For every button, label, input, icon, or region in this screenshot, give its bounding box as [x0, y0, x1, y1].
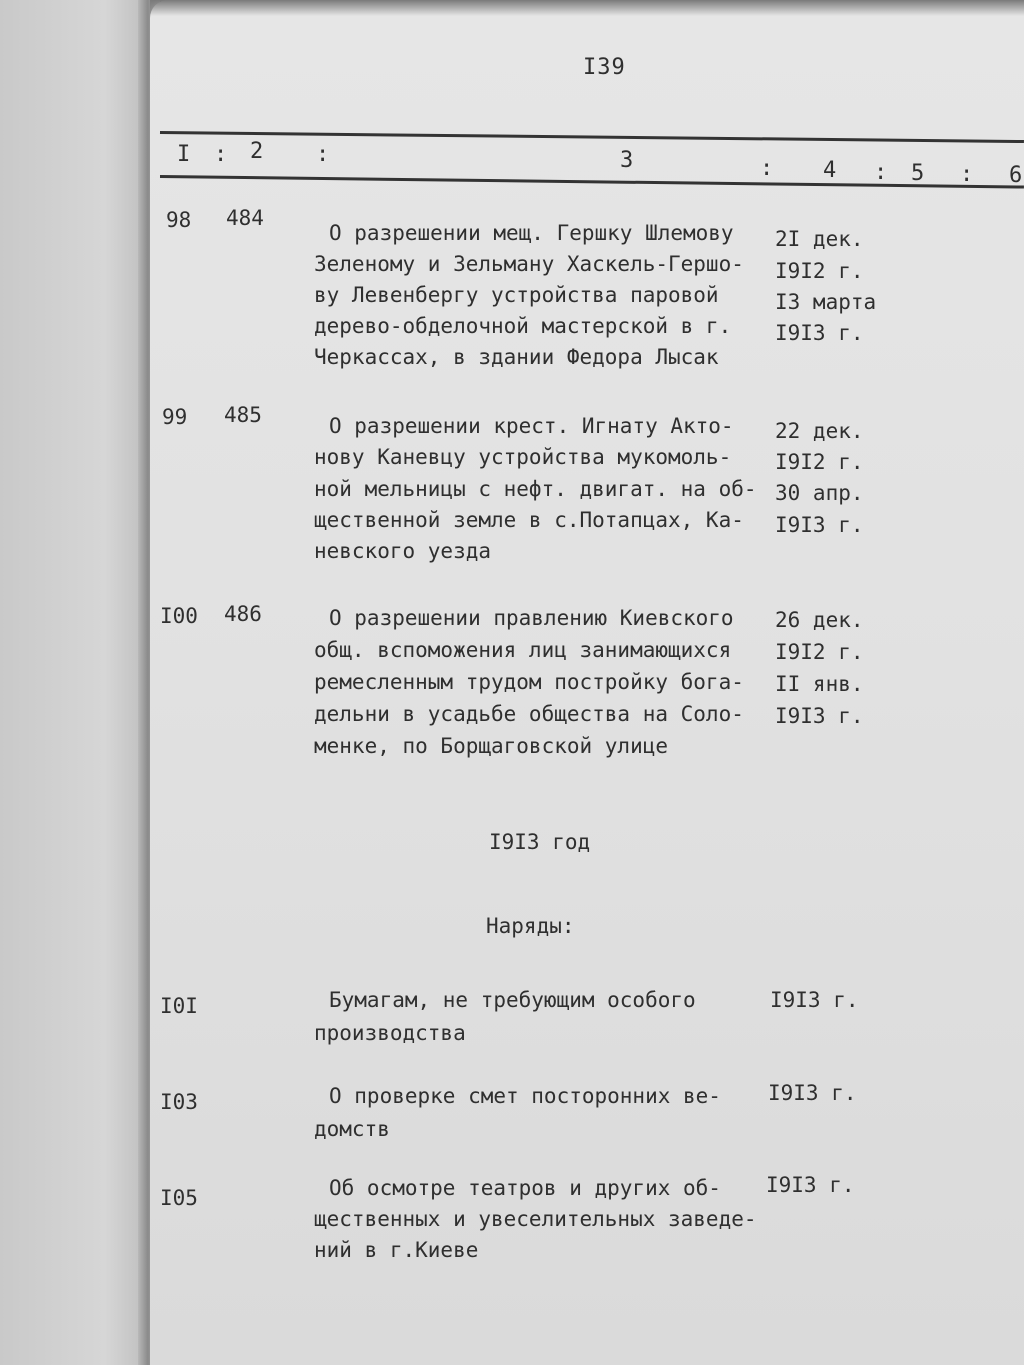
entry-text-line: Черкассах, в здании Федора Лысак [314, 345, 719, 369]
header-col-3: 3 [620, 148, 634, 173]
entry-text-line: производства [314, 1021, 466, 1045]
entry-date: 2I дек. [775, 227, 864, 251]
entry-text-line: О разрешении правлению Киевского [329, 606, 734, 630]
header-sep-1: : [214, 142, 228, 167]
section-heading: Наряды: [486, 914, 575, 938]
header-col-5: 5 [911, 161, 925, 186]
entry-text-line: щественных и увеселительных заведе- [314, 1207, 757, 1231]
entry-text-line: О разрешении мещ. Гершку Шлемову [329, 221, 734, 245]
header-col-6: 6 [1009, 163, 1023, 188]
entry-date: I9I2 г. [775, 450, 864, 474]
entry-text-line: менке, по Борщаговской улице [314, 734, 669, 758]
entry-date: 26 дек. [775, 608, 864, 632]
entry-date: I9I3 г. [766, 1173, 855, 1197]
entry-date: I9I3 г. [775, 513, 864, 537]
entry-date: I3 марта [775, 290, 877, 314]
entry-text-line: О разрешении крест. Игнату Акто- [329, 414, 734, 438]
entry-file-number: 484 [226, 206, 264, 230]
entry-text-line: дерево-обделочной мастерской в г. [314, 314, 732, 338]
entry-text-line: невского уезда [314, 539, 492, 563]
page-top-shadow [150, 0, 1024, 16]
header-col-4: 4 [823, 158, 837, 183]
entry-text-line: щественной земле в с.Потапцах, Ка- [314, 508, 744, 532]
entry-text-line: общ. вспоможения лиц занимающихся [314, 638, 732, 662]
entry-date: 22 дек. [775, 419, 864, 443]
entry-text-line: нову Каневцу устройства мукомоль- [314, 445, 732, 469]
year-heading: I9I3 год [489, 830, 591, 854]
entry-file-number: 485 [224, 403, 262, 427]
entry-date: I9I2 г. [775, 640, 864, 664]
entry-text-line: Зеленому и Зельману Хаскель-Гершо- [314, 252, 744, 276]
entry-number: 98 [166, 208, 192, 232]
entry-number: I03 [160, 1090, 198, 1114]
left-page [0, 0, 150, 1365]
entry-date: 30 апр. [775, 481, 864, 505]
entry-number: I0I [160, 994, 198, 1018]
entry-number: I00 [160, 604, 198, 628]
header-sep-5: : [960, 162, 974, 187]
entry-date: I9I3 г. [768, 1081, 857, 1105]
header-col-1: I [177, 142, 191, 167]
header-sep-3: : [760, 156, 774, 181]
entry-number: 99 [162, 405, 188, 429]
entry-date: II янв. [775, 672, 864, 696]
entry-text-line: О проверке смет посторонних ве- [329, 1084, 721, 1108]
entry-text-line: дельни в усадьбе общества на Соло- [314, 702, 744, 726]
entry-text-line: Бумагам, не требующим особого [329, 988, 696, 1012]
entry-text-line: ной мельницы с нефт. двигат. на об- [314, 477, 757, 501]
entry-file-number: 486 [224, 602, 262, 626]
entry-text-line: домств [314, 1117, 390, 1141]
entry-number: I05 [160, 1186, 198, 1210]
entry-text-line: ву Левенбергу устройства паровой [314, 283, 719, 307]
header-sep-4: : [874, 160, 888, 185]
entry-date: I9I3 г. [775, 321, 864, 345]
entry-date: I9I2 г. [775, 259, 864, 283]
entry-text-line: Об осмотре театров и других об- [329, 1176, 721, 1200]
page-number: I39 [583, 55, 626, 80]
entry-date: I9I3 г. [770, 988, 859, 1012]
entry-text-line: ний в г.Киеве [314, 1238, 479, 1262]
header-col-2: 2 [250, 139, 264, 164]
entry-date: I9I3 г. [775, 704, 864, 728]
header-sep-2: : [316, 142, 330, 167]
entry-text-line: ремесленным трудом постройку бога- [314, 670, 744, 694]
